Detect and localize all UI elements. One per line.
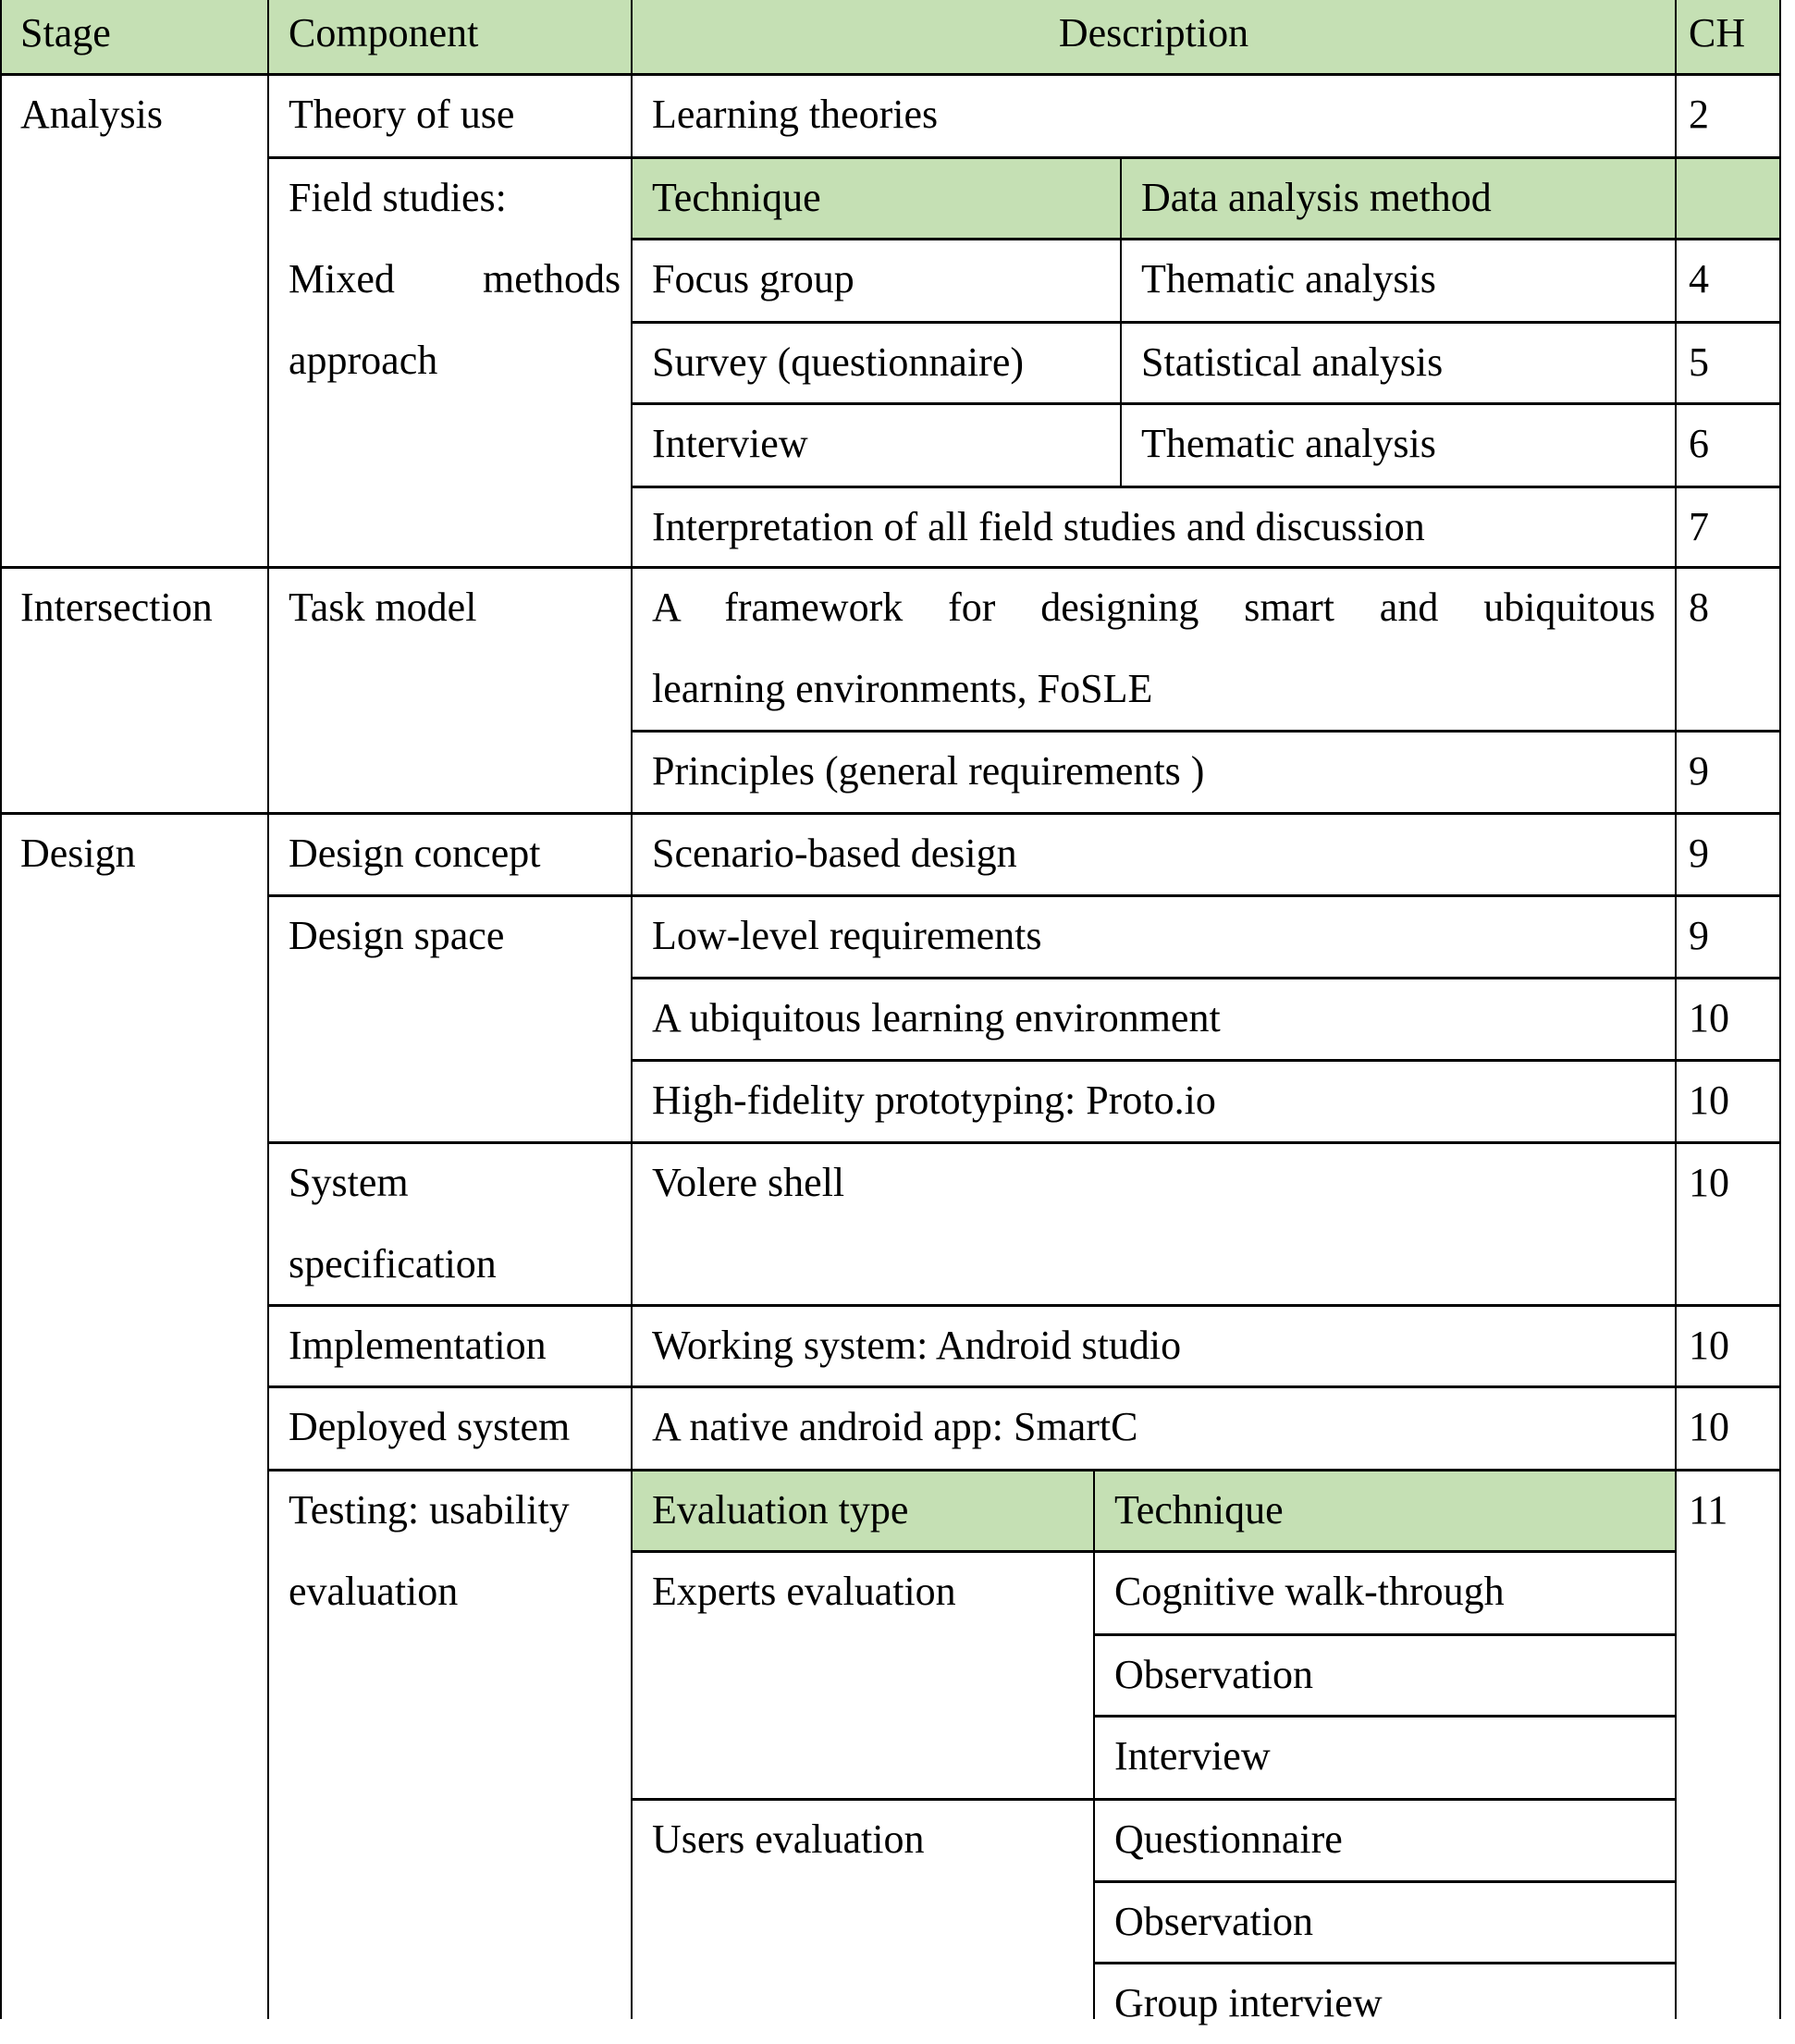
subheader-data-analysis-method: Data analysis method [1141,175,1492,220]
field-subheader-ch-blank [1676,157,1780,239]
divider [0,0,2,2019]
header-stage: Stage [20,10,111,55]
divider [267,894,1781,897]
description-framework-line2: learning environments, FoSLE [652,666,1153,711]
divider [631,0,633,2019]
description-ubiquitous-env: A ubiquitous learning environment [652,995,1221,1040]
field-technique: Focus group [652,256,854,302]
component-field-methods: methods [483,256,621,302]
eval-technique: Observation [1114,1652,1314,1697]
ch-value: 10 [1689,1404,1729,1449]
description-low-level: Low-level requirements [652,913,1042,958]
component-implementation: Implementation [289,1323,547,1368]
description-learning-theories: Learning theories [652,92,939,137]
divider [267,1304,1781,1307]
component-theory-of-use: Theory of use [289,92,515,137]
ch-value: 11 [1689,1487,1728,1533]
divider [631,402,1781,405]
description-scenario-based: Scenario-based design [652,831,1017,876]
divider [1093,1633,1677,1636]
stage-analysis: Analysis [20,92,163,137]
component-testing-line1: Testing: usability [289,1487,570,1533]
ch-value: 10 [1689,1323,1729,1368]
field-technique: Interview [652,421,808,466]
divider [631,1798,1677,1801]
description-volere: Volere shell [652,1160,845,1205]
stage-design: Design [20,831,136,876]
divider [0,812,1781,815]
divider [631,1059,1781,1062]
field-method: Statistical analysis [1141,339,1444,385]
description-prototyping: High-fidelity prototyping: Proto.io [652,1077,1216,1123]
divider [1093,1962,1677,1964]
eval-technique: Cognitive walk-through [1114,1569,1505,1614]
component-field-mixed: Mixed [289,256,395,302]
description-native-app: A native android app: SmartC [652,1404,1138,1449]
subheader-technique: Technique [1114,1487,1284,1533]
component-field-studies: Field studies: [289,175,507,220]
eval-technique: Questionnaire [1114,1816,1343,1862]
field-technique: Survey (questionnaire) [652,339,1024,385]
component-testing-line2: evaluation [289,1569,459,1614]
field-method: Thematic analysis [1141,256,1436,302]
header-component: Component [289,10,479,55]
divider [267,0,269,2019]
subheader-evaluation-type: Evaluation type [652,1487,909,1533]
ch-value: 9 [1689,748,1709,794]
divider [631,977,1781,979]
ch-value: 10 [1689,1077,1729,1123]
divider [631,486,1781,488]
ch-value: 6 [1689,421,1709,466]
eval-type-users: Users evaluation [652,1816,925,1862]
component-system-spec-line1: System [289,1160,409,1205]
divider [267,1385,1781,1388]
ch-value: 7 [1689,504,1709,549]
header-ch: CH [1689,10,1746,55]
field-method: Thematic analysis [1141,421,1436,466]
component-deployed: Deployed system [289,1404,571,1449]
divider [631,321,1781,324]
component-design-space: Design space [289,913,505,958]
ch-value: 9 [1689,913,1709,958]
divider [631,1550,1677,1553]
divider [267,156,1781,159]
ch-value: 10 [1689,1160,1729,1205]
ch-value: 5 [1689,339,1709,385]
stage-intersection: Intersection [20,585,213,630]
description-working-system: Working system: Android studio [652,1323,1182,1368]
field-interpretation: Interpretation of all field studies and discussion [652,504,1425,549]
divider [1093,1715,1677,1718]
divider [267,1469,1781,1471]
ch-value: 10 [1689,995,1729,1040]
component-design-concept: Design concept [289,831,541,876]
eval-type-experts: Experts evaluation [652,1569,956,1614]
divider [631,730,1781,733]
component-system-spec-line2: specification [289,1241,497,1287]
component-field-approach: approach [289,338,438,383]
eval-technique: Interview [1114,1733,1271,1779]
divider [631,238,1781,240]
divider [1093,1880,1677,1883]
ch-value: 8 [1689,585,1709,630]
component-task-model: Task model [289,585,477,630]
divider [0,566,1781,569]
divider [267,1141,1781,1144]
eval-technique: Group interview [1114,1980,1383,2026]
divider [1779,0,1781,2019]
description-principles: Principles (general requirements ) [652,748,1205,794]
divider [0,73,1781,76]
description-framework-line1: A framework for designing smart and ubiquitous [652,585,1655,630]
ch-value: 4 [1689,256,1709,302]
ch-value: 2 [1689,92,1709,137]
subheader-technique: Technique [652,175,821,220]
eval-technique: Observation [1114,1899,1314,1944]
ch-value: 9 [1689,831,1709,876]
header-description: Description [1058,10,1249,55]
